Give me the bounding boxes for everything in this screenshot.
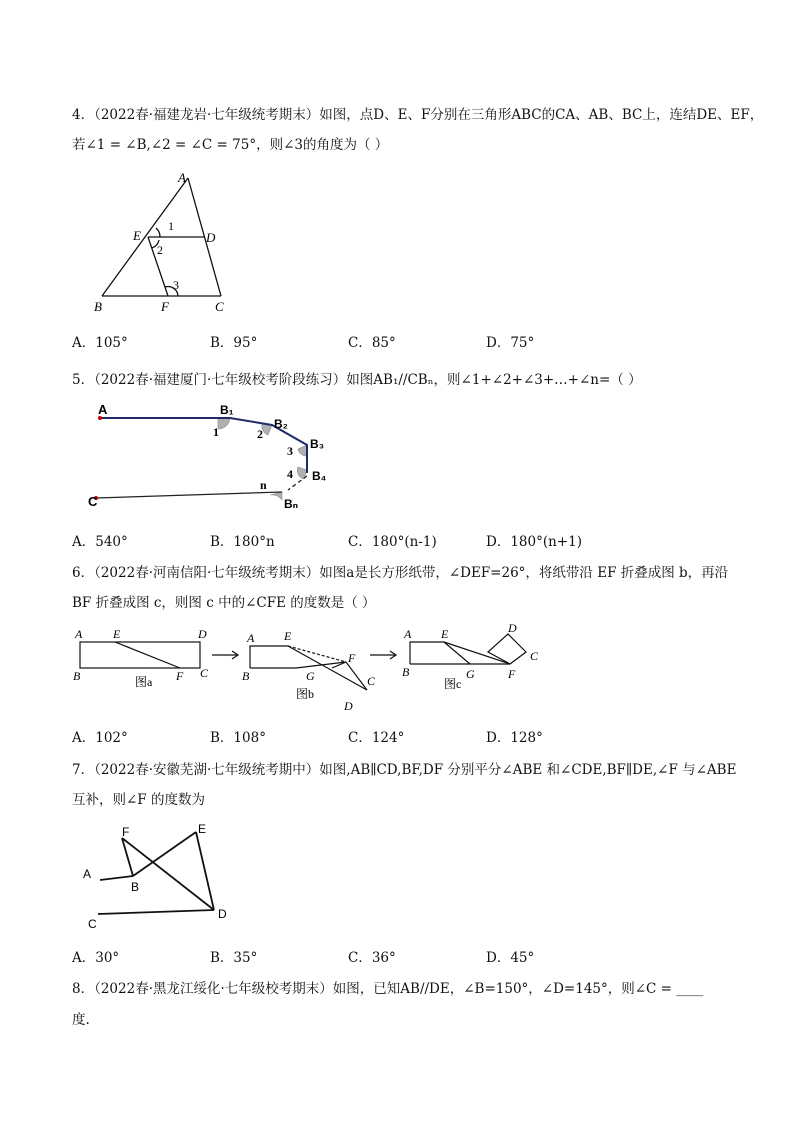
q6-a-label-D: D [198, 627, 207, 641]
q8-text-line2: 度. [72, 1012, 90, 1028]
q6-option-b[interactable]: B．108° [210, 730, 266, 746]
q4-figure [88, 168, 238, 318]
q8-text-line1: 8．（2022春·黑龙江绥化·七年级校考期末）如图，已知AB//DE，∠B=150°，∠D=145°，则∠C = ____ [72, 981, 704, 997]
q5-option-b[interactable]: B．180°n [210, 534, 275, 550]
q6-caption-a: 图a [135, 675, 153, 689]
q6-c-label-F: F [508, 667, 516, 681]
q4-label-D: D [206, 230, 216, 245]
q7-option-a[interactable]: A．30° [72, 950, 120, 966]
q7-text-line2: 互补，则∠F 的度数为 [72, 792, 205, 808]
q6-caption-c: 图c [444, 677, 462, 691]
q5-option-d[interactable]: D．180°(n+1) [486, 534, 582, 550]
q6-a-label-E: E [113, 627, 121, 641]
q5-option-c[interactable]: C．180°(n-1) [348, 534, 437, 550]
q5-label-4: 4 [287, 467, 293, 481]
q5-label-A: A [98, 402, 108, 417]
q6-option-d[interactable]: D．128° [486, 730, 543, 746]
q5-label-B4: B₄ [312, 469, 327, 483]
q6-a-label-C: C [200, 666, 209, 680]
q7-text-line1: 7．（2022春·安徽芜湖·七年级统考期中）如图,AB∥CD,BF,DF 分别平分∠ABE 和∠CDE,BF∥DE,∠F 与∠ABE [72, 762, 737, 778]
q6-b-label-A: A [247, 631, 255, 645]
q7-option-c[interactable]: C．36° [348, 950, 396, 966]
q5-option-a[interactable]: A．540° [72, 534, 128, 550]
q5-label-B1: B₁ [220, 403, 234, 417]
q6-b-label-E: E [284, 629, 292, 643]
q5-label-n: n [260, 478, 267, 492]
q4-text-line2: 若∠1 = ∠B,∠2 = ∠C = 75°，则∠3的角度为（ ） [72, 137, 389, 153]
q4-option-c[interactable]: C．85° [348, 335, 396, 351]
q7-label-D: D [218, 907, 227, 921]
q6-a-label-F: F [176, 669, 184, 683]
q6-text-line1: 6．（2022春·河南信阳·七年级统考期末）如图a是长方形纸带，∠DEF=26°，将纸带沿 EF 折叠成图 b，再沿 [72, 565, 729, 581]
q6-b-label-G: G [306, 669, 315, 683]
q6-c-label-B: B [402, 665, 410, 679]
q7-label-B: B [131, 880, 140, 894]
q7-figure [78, 818, 248, 938]
q5-label-3: 3 [287, 444, 293, 458]
q5-label-2: 2 [257, 427, 263, 441]
q5-label-B2: B₂ [274, 417, 288, 431]
q4-option-a[interactable]: A．105° [72, 335, 128, 351]
q6-option-a[interactable]: A．102° [72, 730, 128, 746]
q7-label-C: C [88, 917, 97, 931]
q7-option-d[interactable]: D．45° [486, 950, 535, 966]
q5-label-C: C [88, 494, 98, 509]
q4-label-1: 1 [168, 219, 174, 233]
q4-option-b[interactable]: B．95° [210, 335, 258, 351]
q6-a-label-B: B [73, 669, 81, 683]
q5-label-Bn: Bₙ [284, 497, 299, 511]
q4-label-F: F [161, 299, 169, 314]
q4-label-A: A [178, 170, 186, 185]
q6-c-label-E: E [441, 627, 449, 641]
q6-b-label-B: B [242, 669, 250, 683]
q6-text-line2: BF 折叠成图 c，则图 c 中的∠CFE 的度数是（ ） [72, 595, 376, 611]
q6-c-label-G: G [466, 667, 475, 681]
q4-label-C: C [215, 299, 224, 314]
q6-option-c[interactable]: C．124° [348, 730, 405, 746]
q7-label-E: E [198, 822, 207, 836]
q4-label-3: 3 [173, 278, 179, 292]
q6-c-label-D: D [508, 621, 517, 635]
q6-a-label-A: A [75, 627, 83, 641]
q6-caption-b: 图b [296, 687, 315, 701]
q4-text-line1: 4．（2022春·福建龙岩·七年级统考期末）如图，点D、E、F分别在三角形ABC的CA、AB、BC上，连结DE、EF， [72, 107, 764, 123]
q7-option-b[interactable]: B．35° [210, 950, 258, 966]
q6-c-label-C: C [530, 649, 539, 663]
q7-label-F: F [122, 825, 130, 839]
q5-figure [86, 398, 356, 520]
q4-label-2: 2 [157, 243, 163, 257]
q6-b-label-F: F [348, 651, 356, 665]
q4-label-E: E [133, 228, 141, 243]
q6-c-label-A: A [404, 627, 412, 641]
q6-b-label-D: D [344, 699, 353, 713]
q5-label-1: 1 [213, 425, 219, 439]
q7-label-A: A [83, 867, 92, 881]
q5-text-line1: 5．（2022春·福建厦门·七年级校考阶段练习）如图AB₁//CBₙ，则∠1+∠2+∠3+…+∠n=（ ） [72, 372, 642, 388]
q5-label-B3: B₃ [310, 437, 325, 451]
q4-label-B: B [94, 299, 102, 314]
q6-figure [70, 620, 560, 720]
q4-option-d[interactable]: D．75° [486, 335, 535, 351]
q6-b-label-C: C [367, 674, 376, 688]
